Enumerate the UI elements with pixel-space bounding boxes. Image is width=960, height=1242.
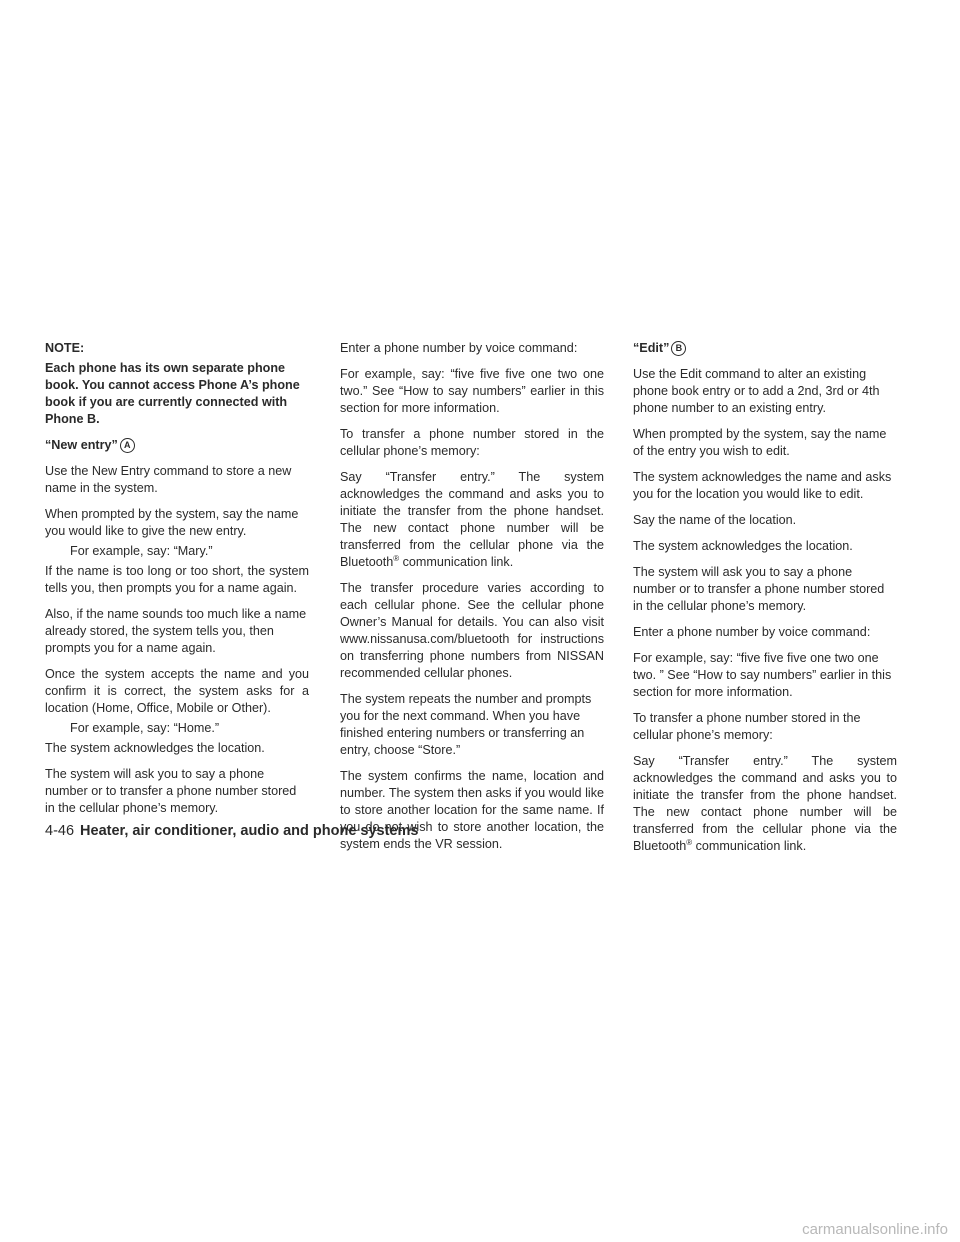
paragraph bbox=[340, 469, 604, 571]
registered-mark: ® bbox=[393, 553, 400, 563]
paragraph: Enter a phone number by voice command: bbox=[633, 625, 871, 639]
watermark: carmanualsonline.info bbox=[802, 1221, 948, 1238]
note-label: NOTE: bbox=[45, 341, 85, 355]
paragraph: The system will ask you to say a phone number or to transfer a phone number stored in the cellular phone’s memory. bbox=[45, 767, 297, 815]
section-title: Heater, air conditioner, audio and phone systems bbox=[80, 823, 419, 839]
example-text: For example, say: “Home.” bbox=[70, 721, 220, 735]
paragraph: The system acknowledges the name and asks you for the location you would like to edit. bbox=[633, 470, 892, 501]
paragraph: The transfer procedure varies according to each cellular phone. See the cellular phone Owner’s Manual for details. You can also visit www.nissanusa.com/bluetooth for instructions on transferring phone numbers from NISSAN recommended cellular phones. bbox=[340, 581, 604, 680]
callout-a-icon: A bbox=[120, 438, 135, 453]
example-text: For example, say: “Mary.” bbox=[70, 544, 213, 558]
column-left bbox=[45, 340, 309, 826]
paragraph: For example, say: “five five five one two one two. ” See “How to say numbers” earlier in this section for more information. bbox=[633, 651, 892, 699]
paragraph: Also, if the name sounds too much like a name already stored, the system tells you, then prompts you for a name again. bbox=[45, 607, 307, 655]
edit-heading bbox=[633, 340, 897, 357]
paragraph: The system acknowledges the location. bbox=[45, 741, 265, 755]
paragraph: Say the name of the location. bbox=[633, 513, 797, 527]
new-entry-heading-text: “New entry” bbox=[45, 438, 118, 452]
paragraph: The system acknowledges the location. bbox=[633, 539, 853, 553]
page-number: 4-46 bbox=[45, 823, 75, 839]
paragraph: When prompted by the system, say the name you would like to give the new entry. bbox=[45, 507, 299, 538]
paragraph-text: Say “Transfer entry.” The system acknowledges the command and asks you to initiate the transfer from the phone handset. The new contact phone number will be transferred from the cellular phone via the Bluetooth bbox=[633, 754, 897, 853]
page-footer bbox=[45, 823, 418, 839]
paragraph: Once the system accepts the name and you confirm it is correct, the system asks for a location (Home, Office, Mobile or Other). bbox=[45, 667, 309, 715]
paragraph: If the name is too long or too short, the system tells you, then prompts you for a name again. bbox=[45, 564, 309, 595]
paragraph: The system will ask you to say a phone number or to transfer a phone number stored in the cellular phone’s memory. bbox=[633, 565, 885, 613]
paragraph: Use the New Entry command to store a new name in the system. bbox=[45, 464, 292, 495]
paragraph: To transfer a phone number stored in the cellular phone’s memory: bbox=[340, 427, 604, 458]
column-right bbox=[633, 340, 897, 864]
paragraph: Use the Edit command to alter an existing phone book entry or to add a 2nd, 3rd or 4th phone number to an existing entry. bbox=[633, 367, 880, 415]
new-entry-heading bbox=[45, 437, 309, 454]
registered-mark: ® bbox=[686, 837, 693, 847]
paragraph-text: Say “Transfer entry.” The system acknowledges the command and asks you to initiate the transfer from the phone handset. The new contact phone number will be transferred from the cellular phone via the Bluetooth bbox=[340, 470, 604, 569]
column-middle bbox=[340, 340, 604, 862]
paragraph-text: communication link. bbox=[695, 839, 807, 853]
paragraph: Enter a phone number by voice command: bbox=[340, 341, 578, 355]
edit-heading-text: “Edit” bbox=[633, 341, 670, 355]
callout-b-icon: B bbox=[671, 341, 686, 356]
note-text: Each phone has its own separate phone book. You cannot access Phone A’s phone book if you are currently connected with Phone B. bbox=[45, 361, 300, 426]
paragraph-text: communication link. bbox=[402, 555, 514, 569]
paragraph: The system repeats the number and prompts you for the next command. When you have finished entering numbers or transferring an entry, choose “Store.” bbox=[340, 692, 592, 757]
paragraph: For example, say: “five five five one two one two.” See “How to say numbers” earlier in this section for more information. bbox=[340, 367, 604, 415]
paragraph bbox=[633, 753, 897, 855]
paragraph: When prompted by the system, say the name of the entry you wish to edit. bbox=[633, 427, 887, 458]
paragraph: The system confirms the name, location and number. The system then asks if you would like to store another location for the same name. If you do not wish to store another location, the system ends the VR session. bbox=[340, 769, 604, 851]
paragraph: To transfer a phone number stored in the cellular phone’s memory: bbox=[633, 711, 861, 742]
